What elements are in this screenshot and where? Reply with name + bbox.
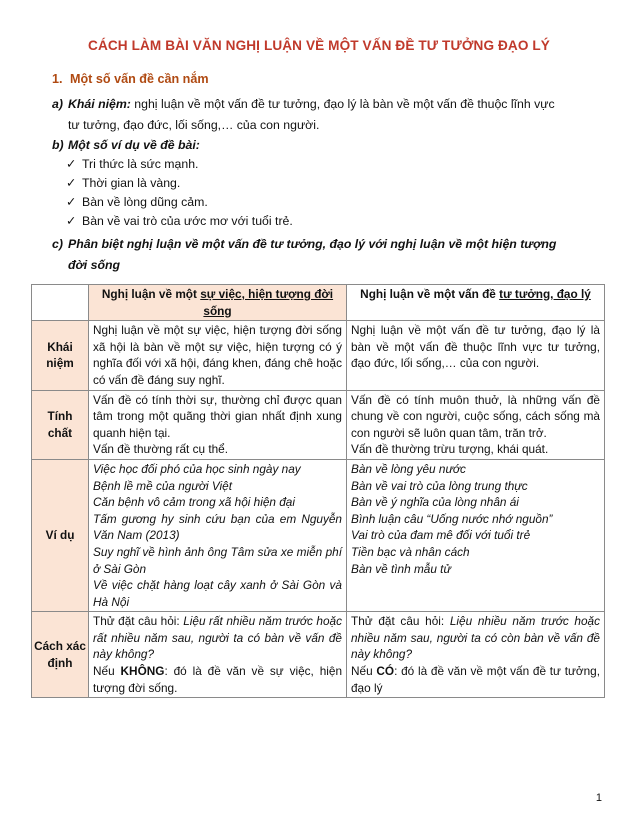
example-entry: Suy nghĩ về hình ảnh ông Tâm sửa xe miễn phí ở Sài Gòn (93, 544, 342, 576)
example-item-text: Bàn về vai trò của ước mơ với tuổi trẻ. (82, 214, 293, 228)
table-cell (347, 390, 605, 459)
document-title: CÁCH LÀM BÀI VĂN NGHỊ LUẬN VỀ MỘT VẤN ĐỀ TƯ TƯỞNG ĐẠO LÝ (88, 38, 550, 53)
cell-paragraph (93, 663, 342, 696)
checkmark-icon: ✓ (66, 157, 77, 171)
cell-paragraph (351, 613, 600, 663)
example-entry: Bình luận câu “Uống nước nhớ nguồn” (351, 511, 553, 526)
item-c-label-2: đời sống (68, 257, 120, 272)
example-item-text: Thời gian là vàng. (82, 176, 181, 190)
example-item (66, 174, 180, 193)
checkmark-icon: ✓ (66, 214, 77, 228)
cell-paragraph (351, 663, 600, 696)
answer-text: : đó là đề văn về sự việc, hiện tượng đời sống. (93, 664, 343, 695)
example-entry: Tiền bạc và nhân cách (351, 544, 470, 559)
column-header-ideology (347, 285, 605, 321)
column-header-underlined: sự việc, hiện tượng đời sống (200, 287, 334, 318)
example-entry: Bàn về vai trò của lòng trung thực (351, 478, 528, 493)
item-a-definition (52, 94, 612, 135)
answer-keyword: CÓ (376, 664, 395, 679)
item-b-heading (52, 135, 612, 156)
section-heading-text: Một số vấn đề cần nắm (70, 72, 209, 86)
example-entry: Vai trò của đam mê đối với tuổi trẻ (351, 528, 531, 543)
example-item (66, 212, 293, 231)
item-c-letter: c) (52, 237, 63, 251)
example-entry: Bệnh lề mề của người Việt (93, 478, 232, 493)
column-header-text: Nghị luận về một vấn đề (360, 287, 500, 301)
question-prefix: Thử đặt câu hỏi: (93, 614, 184, 629)
table-cell (347, 612, 605, 698)
example-entry: Tấm gương hy sinh cứu bạn của em Nguyễn Văn Nam (2013) (93, 511, 342, 543)
example-item (66, 155, 198, 174)
column-header-underlined: tư tưởng, đạo lý (499, 287, 591, 301)
question-prefix: Thử đặt câu hỏi: (351, 614, 450, 629)
table-cell: Nghị luận về một sự việc, hiện tượng đời sống xã hội là bàn về một sự việc, hiện tượng có ý nghĩa đối với xã hội, đáng khen, đáng chê hoặc có vấn đề đáng suy nghĩ. (89, 321, 347, 390)
section-number: 1. (52, 72, 63, 86)
item-a-label: Khái niệm: (68, 97, 131, 111)
example-item-text: Tri thức là sức mạnh. (82, 157, 199, 171)
table-cell (89, 612, 347, 698)
cell-paragraph: Vấn đề có tính muôn thuở, là những vấn đề chung về con người, cuộc sống, cách sống mà con người sẽ luôn quan tâm, trăn trở. (351, 392, 600, 440)
answer-keyword: KHÔNG (120, 664, 165, 679)
item-a-text-2: tư tưởng, đạo đức, lối sống,… của con người. (68, 117, 320, 132)
table-corner-cell (32, 285, 89, 321)
page-number: 1 (595, 792, 602, 804)
table-header-row (32, 285, 605, 321)
item-a-text-1: nghị luận về một vấn đề tư tưởng, đạo lý là bàn về một vấn đề thuộc lĩnh vực (130, 97, 555, 111)
question-text: Liệu rất nhiều năm trước hoặc rất nhiều năm sau, người ta có bàn về vấn đề này không? (93, 614, 342, 662)
example-entry: Bàn về lòng yêu nước (351, 461, 466, 476)
example-entry: Bàn về ý nghĩa của lòng nhân ái (351, 495, 519, 510)
table-cell: Nghị luận về một vấn đề tư tưởng, đạo lý là bàn về một vấn đề thuộc lĩnh vực tư tưởng, đạo đức, lối sống,… của con người. (347, 321, 605, 390)
item-c-heading (52, 234, 612, 275)
table-row-examples (32, 459, 605, 611)
item-b-label: Một số ví dụ về đề bài: (68, 138, 200, 152)
table-cell (89, 459, 347, 611)
cell-paragraph: Vấn đề có tính thời sự, thường chỉ được quan tâm trong một quãng thời gian nhất định xung quanh hiện tại. (93, 392, 342, 440)
answer-prefix: Nếu (351, 664, 377, 679)
section-heading (52, 72, 209, 86)
table-row-identify (32, 612, 605, 698)
example-entry: Căn bệnh vô cảm trong xã hội hiện đại (93, 495, 295, 510)
example-entry: Bàn về tình mẫu tử (351, 561, 451, 576)
item-b-letter: b) (52, 138, 64, 152)
item-c-label-1: Phân biệt nghị luận về một vấn đề tư tưởng, đạo lý với nghị luận về một hiện tượng (68, 237, 557, 251)
row-header: Khái niệm (32, 321, 89, 390)
table-cell (347, 459, 605, 611)
row-header: Cách xác định (32, 612, 89, 698)
cell-paragraph: Vấn đề thường rất cụ thể. (93, 442, 228, 457)
column-header-text: Nghị luận về một (101, 287, 201, 301)
checkmark-icon: ✓ (66, 195, 77, 209)
comparison-table (31, 284, 605, 698)
example-entry: Việc học đối phó của học sinh ngày nay (93, 461, 301, 476)
table-row-nature (32, 390, 605, 459)
example-entry: Về việc chặt hàng loạt cây xanh ở Sài Gòn và Hà Nội (93, 578, 342, 609)
table-row-concept (32, 321, 605, 390)
cell-paragraph: Vấn đề thường trừu tượng, khái quát. (351, 442, 549, 457)
example-item-text: Bàn về lòng dũng cảm. (82, 195, 208, 209)
column-header-phenomenon (89, 285, 347, 321)
row-header: Tính chất (32, 390, 89, 459)
row-header: Ví dụ (32, 459, 89, 611)
answer-text: : đó là đề văn về một vấn đề tư tưởng, đạo lý (351, 664, 601, 695)
table-cell (89, 390, 347, 459)
checkmark-icon: ✓ (66, 176, 77, 190)
item-a-letter: a) (52, 97, 63, 111)
answer-prefix: Nếu (93, 664, 121, 679)
question-text: Liệu nhiều năm trước hoặc nhiều năm sau, người ta có còn bàn về vấn đề này không? (351, 614, 600, 662)
cell-paragraph (93, 613, 342, 663)
example-item (66, 193, 208, 212)
